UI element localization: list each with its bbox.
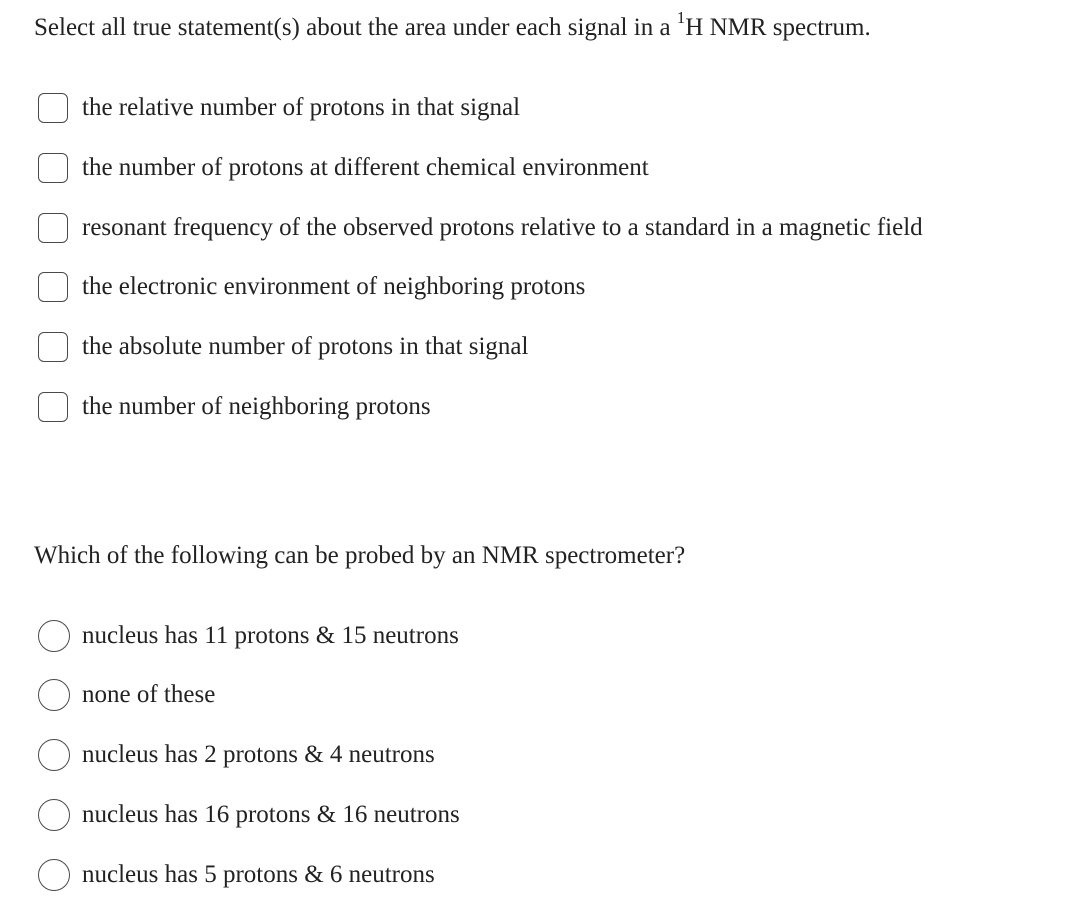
question-2-prompt: Which of the following can be probed by an NMR spectrometer? [34,542,686,569]
option-label: the number of neighboring protons [82,393,431,420]
option-label: the absolute number of protons in that signal [82,333,529,360]
q1-option-2[interactable] [38,151,649,185]
option-label: nucleus has 5 protons & 6 neutrons [82,861,435,888]
q2-option-4[interactable] [38,798,460,832]
option-label: the relative number of protons in that signal [82,94,521,121]
option-label: nucleus has 11 protons & 15 neutrons [82,622,459,649]
question-1-prompt [34,7,871,43]
option-label: nucleus has 2 protons & 4 neutrons [82,741,435,768]
radio-button[interactable] [38,859,70,891]
question-1-prompt-text: Select all true statement(s) about the area under each signal in a [34,14,677,41]
checkbox[interactable] [38,93,68,123]
checkbox[interactable] [38,332,68,362]
option-label: none of these [82,681,216,708]
isotope-superscript: 1 [676,7,686,27]
checkbox[interactable] [38,392,68,422]
q1-option-5[interactable] [38,330,528,364]
checkbox[interactable] [38,272,68,302]
radio-button[interactable] [38,799,70,831]
option-label: the number of protons at different chemical environment [82,154,649,181]
radio-button[interactable] [38,679,70,711]
q1-option-3[interactable] [38,211,923,245]
radio-button[interactable] [38,620,70,652]
question-1-prompt-text-end: H NMR spectrum. [685,14,871,41]
checkbox[interactable] [38,153,68,183]
q2-option-3[interactable] [38,738,435,772]
option-label: nucleus has 16 protons & 16 neutrons [82,801,460,828]
checkbox[interactable] [38,213,68,243]
q2-option-1[interactable] [38,619,459,653]
q1-option-6[interactable] [38,390,431,424]
q2-option-2[interactable] [38,678,215,712]
q1-option-1[interactable] [38,91,520,125]
option-label: the electronic environment of neighboring protons [82,273,586,300]
q2-option-5[interactable] [38,858,435,892]
radio-button[interactable] [38,739,70,771]
option-label: resonant frequency of the observed protons relative to a standard in a magnetic field [82,214,923,241]
q1-option-4[interactable] [38,270,585,304]
